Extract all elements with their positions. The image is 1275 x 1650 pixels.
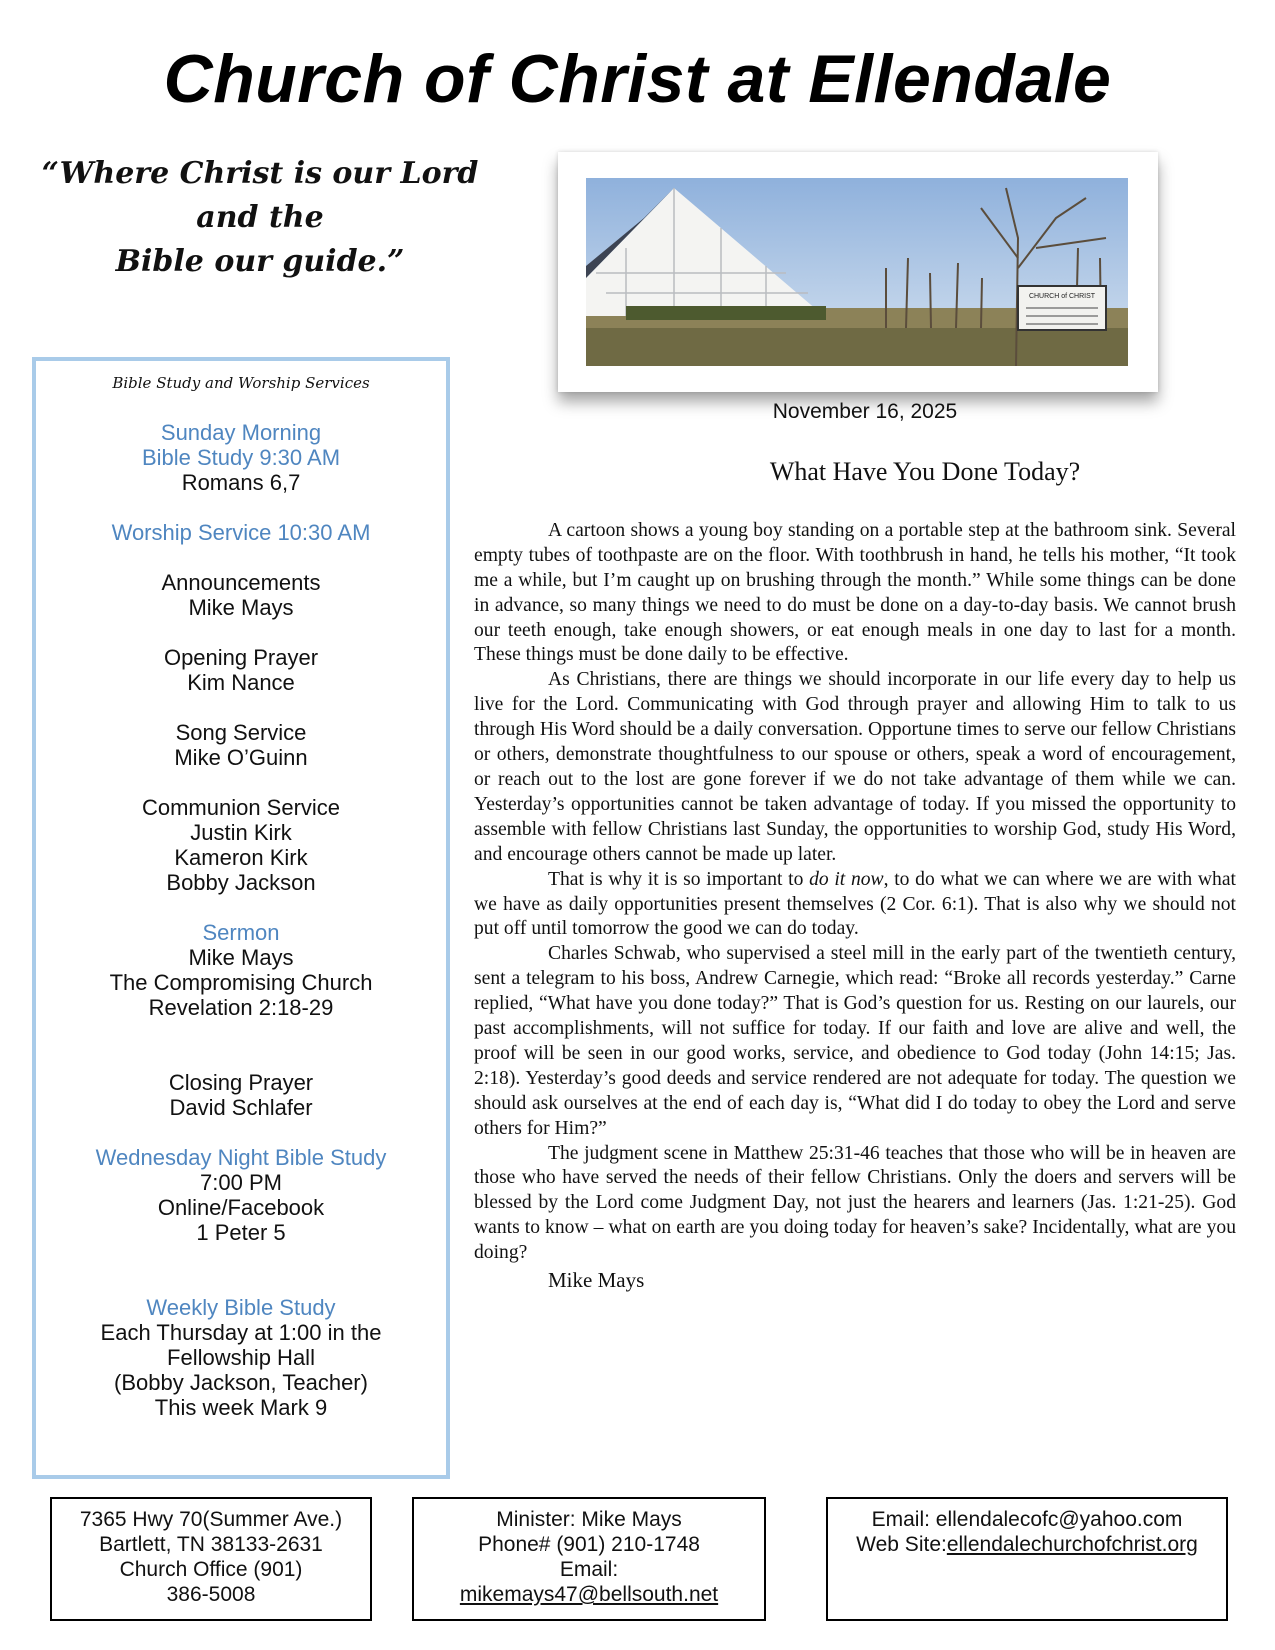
sign-text: CHURCH of CHRIST <box>1028 293 1096 300</box>
page-title: Church of Christ at Ellendale <box>163 41 1112 117</box>
article-paragraph-1: A cartoon shows a young boy standing on a portable step at the bathroom sink. Several empty tubes of toothpaste are on the floor. With toothbrush in hand, he tells his mother, “It took me a while, but I’m caught up on brushing through the month.” While some things can be done in advance, so many things we need to do must be done on a day-to-day basis. We cannot brush our teeth enough, take enough showers, or eat enough meals in one day to last for a month. These things must be done daily to be effective. <box>474 519 1236 666</box>
address-line-2: Bartlett, TN 38133-2631 <box>99 1533 323 1556</box>
song-service-label: Song Service <box>175 720 307 745</box>
weekly-line-4: This week Mark 9 <box>154 1395 328 1420</box>
announcements-label: Announcements <box>161 570 321 595</box>
website-line <box>828 1532 1226 1557</box>
wednesday-heading: Wednesday Night Bible Study <box>95 1145 387 1170</box>
address-line-4: 386-5008 <box>166 1583 256 1606</box>
p3-after: , to do what we can where we are with what we have as daily opportunities present themselves (2 Cor. 6:1). That is also why we should not put off until tomorrow the good we can do today. <box>474 868 1236 940</box>
p3-emphasis: do it now <box>809 868 884 890</box>
sidebar-title: Bible Study and Worship Services <box>112 374 370 392</box>
worship-heading: Worship Service 10:30 AM <box>111 520 371 545</box>
sunday-heading-1: Sunday Morning <box>160 420 322 445</box>
closing-prayer-name: David Schlafer <box>169 1095 313 1120</box>
article-paragraph-2: As Christians, there are things we should incorporate in our life every day to help us live for the Lord. Communicating with God through prayer and allowing Him to talk to us through His Word should be a daily conversation. Opportune times to serve our fellow Christians or others, demonstrate thoughtfulness to our spouse or others, speak a word of encouragement, or reach out to the lost are gone forever if we do not take advantage of them while we can. Yesterday’s opportunities cannot be taken advantage of today. If you missed the opportunity to assemble with fellow Christians last Sunday, the opportunities to worship God, study His Word, and encourage others cannot be made up later. <box>474 669 1236 865</box>
communion-name: Bobby Jackson <box>166 870 316 895</box>
bulletin-date: November 16, 2025 <box>772 400 958 423</box>
address-box <box>50 1497 372 1621</box>
minister-email-link[interactable]: mikemays47@bellsouth.net <box>459 1583 719 1606</box>
p3-before: That is why it is so important to <box>548 868 810 890</box>
opening-prayer-label: Opening Prayer <box>163 645 319 670</box>
wednesday-time: 7:00 PM <box>200 1170 282 1195</box>
sunday-text: Romans 6,7 <box>181 470 301 495</box>
motto-line-1: “Where Christ is our Lord and the <box>41 156 479 235</box>
communion-name: Justin Kirk <box>190 820 292 845</box>
song-service-name: Mike O’Guinn <box>174 745 308 770</box>
article-paragraph-5: The judgment scene in Matthew 25:31-46 teaches that those who will be in heaven are those who have served the needs of their fellow Christians. Only the doers and servers will be blessed by the Lord come Judgment Day, not just the hearers and learners (Jas. 1:21-25). God wants to know – what on earth are you doing today for heaven’s sake? Incidentally, what are you doing? <box>474 1142 1236 1264</box>
article-signature: Mike Mays <box>548 1268 645 1293</box>
opening-prayer-name: Kim Nance <box>187 670 295 695</box>
sermon-reference: Revelation 2:18-29 <box>148 995 334 1020</box>
minister-phone: Phone# (901) 210-1748 <box>478 1533 700 1556</box>
motto-line-2: Bible our guide.” <box>115 244 405 279</box>
sermon-title: The Compromising Church <box>109 970 373 995</box>
weekly-heading: Weekly Bible Study <box>146 1295 336 1320</box>
wednesday-location: Online/Facebook <box>157 1195 325 1220</box>
wednesday-text: 1 Peter 5 <box>196 1220 286 1245</box>
weekly-line-3: (Bobby Jackson, Teacher) <box>114 1370 368 1395</box>
weekly-line-2: Fellowship Hall <box>167 1345 315 1370</box>
website-label: Web Site: <box>856 1533 947 1556</box>
article-heading: What Have You Done Today? <box>769 457 1081 486</box>
motto <box>30 152 490 284</box>
communion-name: Kameron Kirk <box>174 845 308 870</box>
weekly-line-1: Each Thursday at 1:00 in the <box>100 1320 382 1345</box>
services-sidebar <box>32 357 450 1479</box>
communion-label: Communion Service <box>141 795 341 820</box>
sermon-speaker: Mike Mays <box>188 945 294 970</box>
church-photo <box>586 178 1128 366</box>
closing-prayer-label: Closing Prayer <box>168 1070 314 1095</box>
announcements-name: Mike Mays <box>188 595 294 620</box>
minister-box <box>412 1497 766 1621</box>
article-paragraph-4: Charles Schwab, who supervised a steel mill in the early part of the twentieth century, sent a telegram to his boss, Andrew Carnegie, which read: “Broke all records yesterday.” Carne replied, “What have you done today?” That is God’s question for us. Resting on our laurels, our past accomplishments, will not suffice for today. If our faith and love are alive and well, the proof will be seen in our good works, service, and obedience to God today (John 14:15; Jas. 2:18). Yesterday’s good deeds and service rendered are not adequate for today. The question we should ask ourselves at the end of each day is, “What did I do today to obey the Lord and serve others for Him?” <box>474 943 1236 1139</box>
address-line-3: Church Office (901) <box>119 1558 303 1581</box>
sunday-heading-2: Bible Study 9:30 AM <box>141 445 341 470</box>
minister-name: Minister: Mike Mays <box>496 1508 682 1531</box>
sermon-heading: Sermon <box>202 920 280 945</box>
minister-email-label: Email: <box>559 1558 619 1581</box>
article <box>474 457 1236 1293</box>
church-photo-frame <box>558 152 1158 392</box>
address-line-1: 7365 Hwy 70(Summer Ave.) <box>79 1508 343 1531</box>
contact-box <box>826 1497 1228 1621</box>
church-email: Email: ellendalecofc@yahoo.com <box>871 1508 1183 1531</box>
article-paragraph-3 <box>474 868 1236 943</box>
website-link[interactable]: ellendalechurchofchrist.org <box>946 1533 1198 1556</box>
